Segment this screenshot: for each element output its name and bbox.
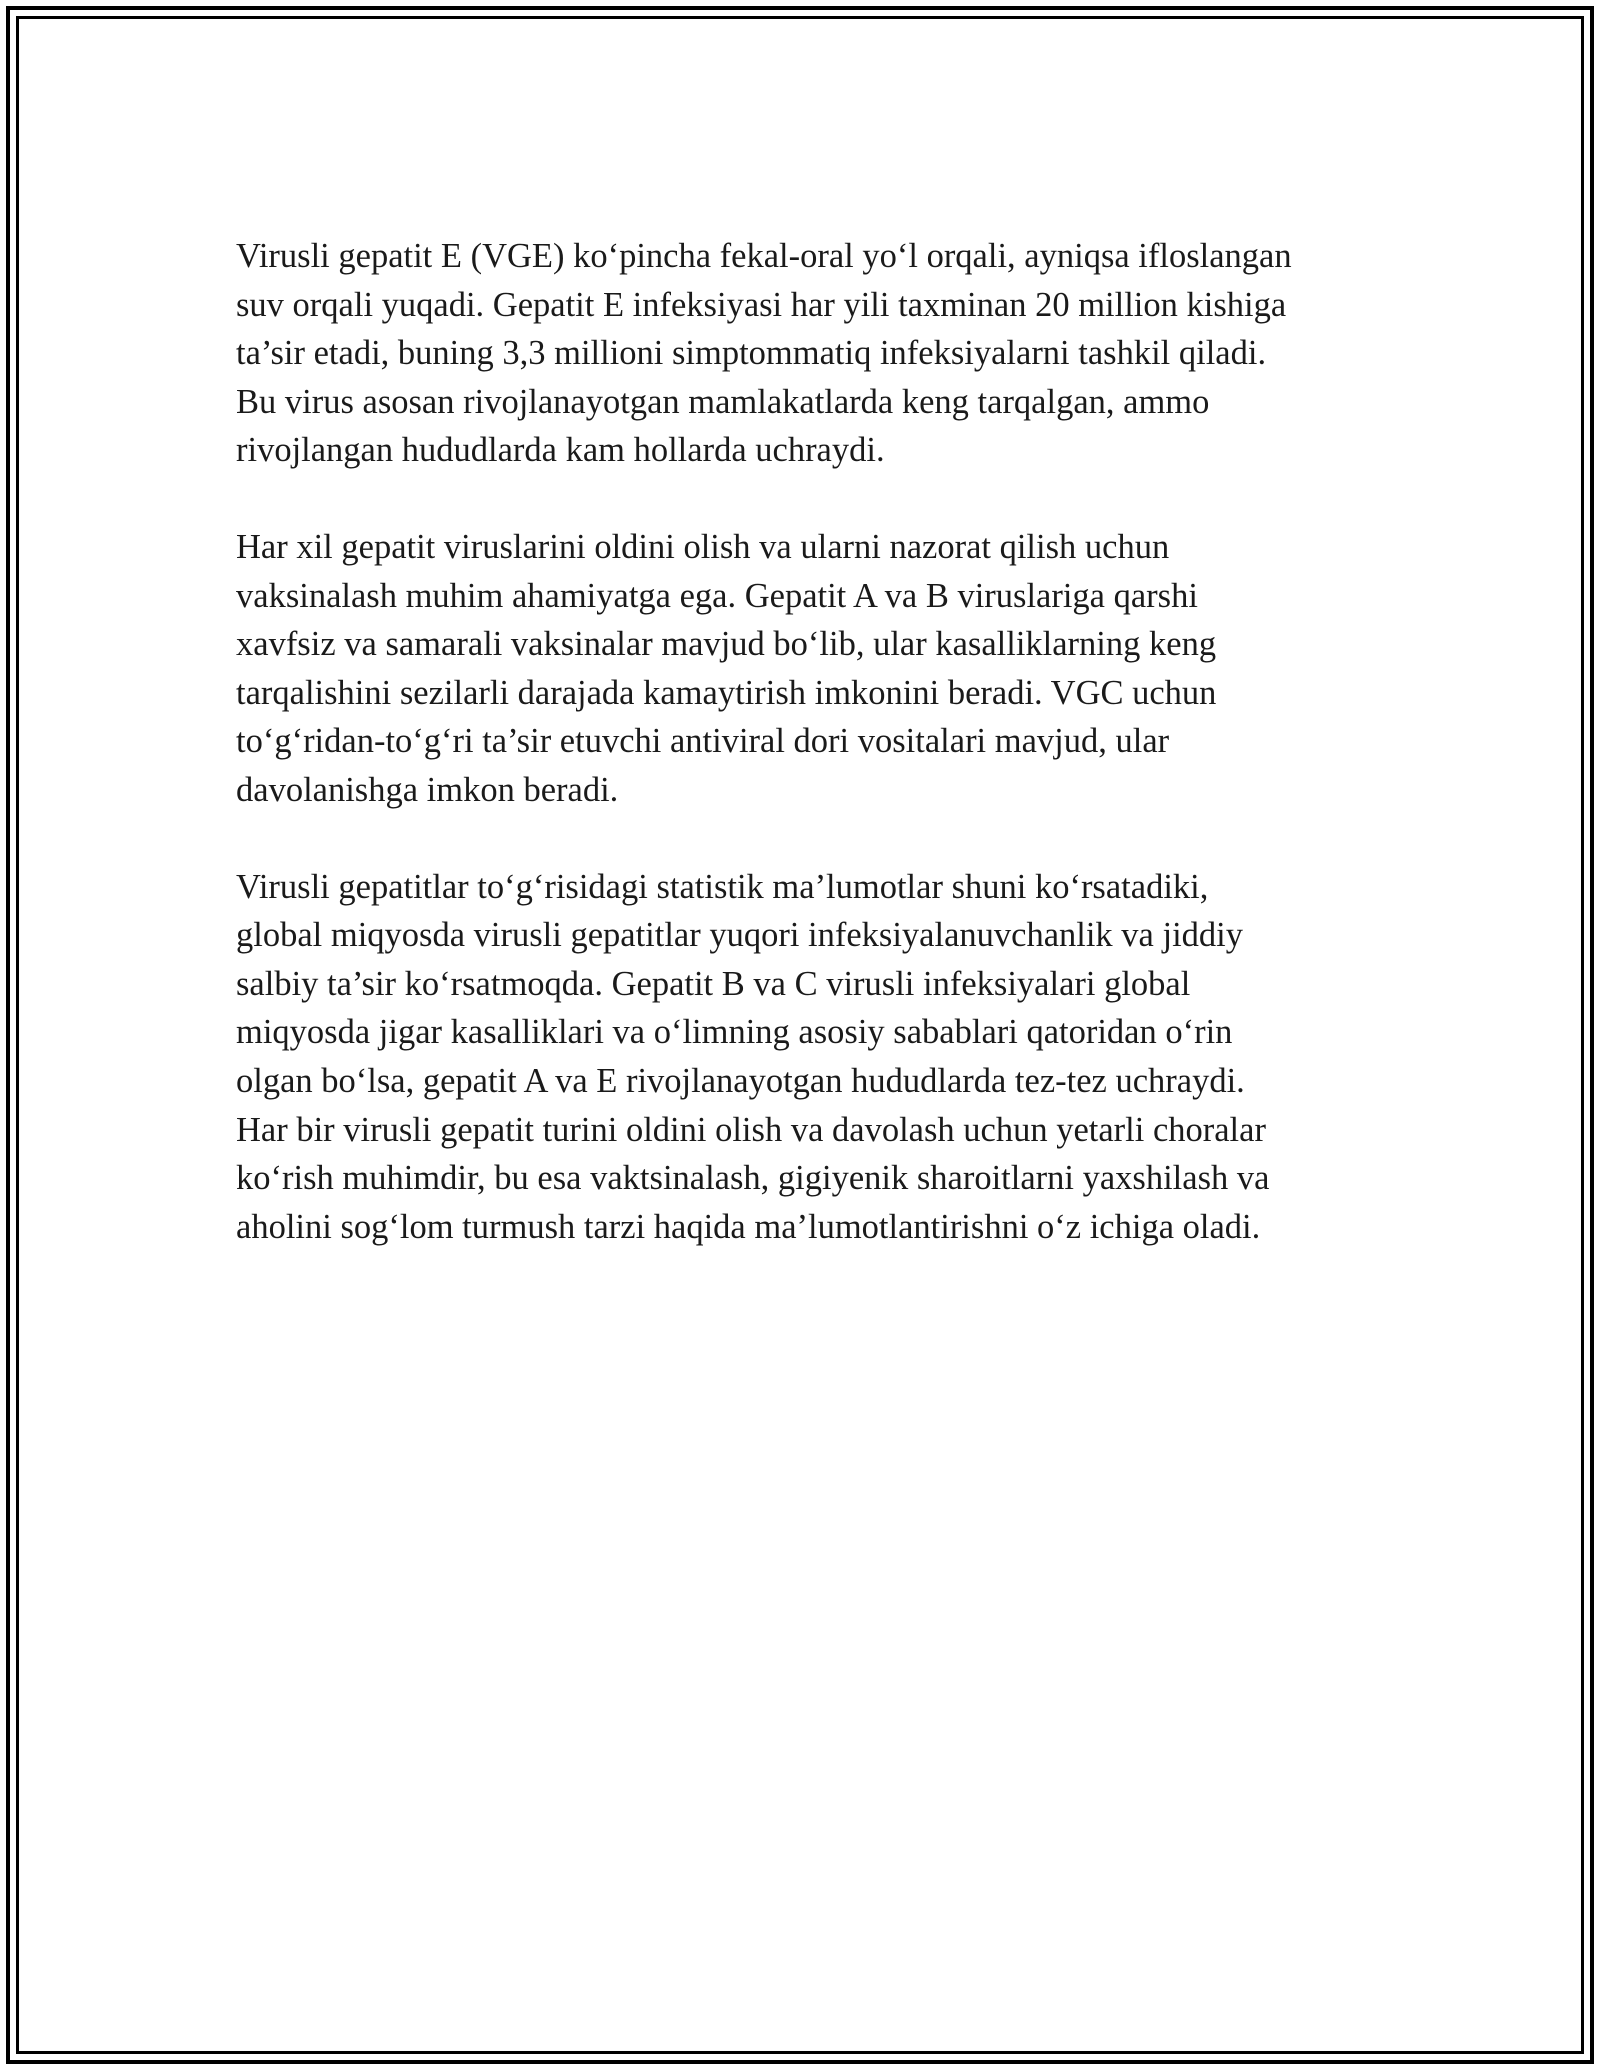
text-line: tarqalishini sezilarli darajada kamaytirish imkonini beradi. VGC uchun — [236, 673, 1217, 712]
text-line: ta’sir etadi, buning 3,3 millioni simptommatiq infeksiyalarni tashkil qiladi. — [236, 334, 1267, 373]
text-line: Virusli gepatit E (VGE) ko‘pincha fekal-oral yo‘l orqali, ayniqsa ifloslangan — [236, 237, 1292, 275]
text-line: xavfsiz va samarali vaksinalar mavjud bo‘lib, ular kasalliklarning keng — [236, 625, 1217, 664]
text-line: Har bir virusli gepatit turini oldini olish va davolash uchun yetarli choralar — [236, 1110, 1266, 1149]
paragraph-2 — [236, 523, 1386, 815]
text-line: vaksinalash muhim ahamiyatga ega. Gepatit A va B viruslariga qarshi — [236, 576, 1198, 615]
text-line: miqyosda jigar kasalliklari va o‘limning asosiy sabablari qatoridan o‘rin — [236, 1013, 1233, 1052]
text-line: suv orqali yuqadi. Gepatit E infeksiyasi har yili taxminan 20 million kishiga — [236, 285, 1287, 324]
text-line: rivojlangan hududlarda kam hollarda uchraydi. — [236, 431, 885, 470]
text-line: global miqyosda virusli gepatitlar yuqori infeksiyalanuvchanlik va jiddiy — [236, 916, 1244, 955]
text-line: olgan bo‘lsa, gepatit A va E rivojlanayotgan hududlarda tez-tez uchraydi. — [236, 1061, 1245, 1100]
text-line: Bu virus asosan rivojlanayotgan mamlakatlarda keng tarqalgan, ammo — [236, 382, 1210, 421]
text-line: salbiy ta’sir ko‘rsatmoqda. Gepatit B va C virusli infeksiyalari global — [236, 964, 1191, 1003]
paragraph-3 — [236, 863, 1386, 1252]
text-line: Har xil gepatit viruslarini oldini olish va ularni nazorat qilish uchun — [236, 527, 1170, 566]
text-line: davolanishga imkon beradi. — [236, 770, 619, 809]
document-body — [236, 232, 1386, 1299]
text-line: ko‘rish muhimdir, bu esa vaktsinalash, gigiyenik sharoitlarni yaxshilash va — [236, 1159, 1270, 1198]
text-line: aholini sog‘lom turmush tarzi haqida ma’lumotlantirishni o‘z ichiga oladi. — [236, 1207, 1261, 1246]
text-line: Virusli gepatitlar to‘g‘risidagi statistik ma’lumotlar shuni ko‘rsatadiki, — [236, 867, 1209, 906]
paragraph-1 — [236, 232, 1386, 475]
text-line: to‘g‘ridan-to‘g‘ri ta’sir etuvchi antiviral dori vositalari mavjud, ular — [236, 722, 1170, 761]
